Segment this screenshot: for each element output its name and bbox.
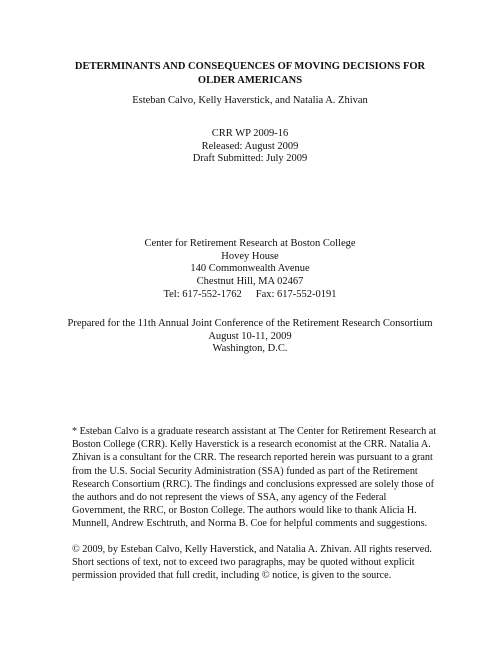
conference-name: Prepared for the 11th Annual Joint Conference of the Retirement Research Consortium [67,318,433,329]
conference-location: Washington, D.C. [212,343,288,355]
working-paper-number: CRR WP 2009-16 [211,128,289,139]
footnote-line: * Esteban Calvo is a graduate research assistant at The Center for Retirement Research at [72,426,437,437]
working-paper-info [0,128,500,166]
author-footnote [72,425,438,531]
telephone-number: Tel: 617-552-1762 [163,288,242,300]
conference-info [0,318,500,356]
institution-city: Chestnut Hill, MA 02467 [196,276,304,288]
author-list: Esteban Calvo, Kelly Haverstick, and Natalia A. Zhivan [132,95,368,106]
title-line-2: OLDER AMERICANS [197,75,303,86]
footnote-line: Boston College (CRR). Kelly Haverstick is a research economist at the CRR. Natalia A. [72,439,431,451]
conference-dates: August 10-11, 2009 [208,330,292,342]
copyright-line: © 2009, by Esteban Calvo, Kelly Haverstick, and Natalia A. Zhivan. All rights reserved. [72,544,432,555]
institution-name: Center for Retirement Research at Boston College [144,238,356,249]
release-date: Released: August 2009 [201,140,299,152]
copyright-notice [72,543,438,583]
footnote-line: Research Consortium (RRC). The findings and conclusions expressed are solely those of [72,478,434,490]
copyright-line: Short sections of text, not to exceed two paragraphs, may be quoted without explicit [72,557,415,569]
footnote-line: Zhivan is a consultant for the CRR. The research reported herein was pursuant to a grant [72,452,433,464]
institution-street: 140 Commonwealth Avenue [190,263,310,275]
paper-title [0,60,500,88]
institution-building: Hovey House [221,250,279,262]
footnote-line: Munnell, Andrew Eschtruth, and Norma B. Coe for helpful comments and suggestions. [72,518,428,530]
footnote-line: the authors and do not represent the views of SSA, any agency of the Federal [72,492,387,504]
copyright-line: permission provided that full credit, including © notice, is given to the source. [72,570,392,582]
title-line-1: DETERMINANTS AND CONSEQUENCES OF MOVING DECISIONS FOR [74,61,426,72]
footnote-line: Government, the RRC, or Boston College. The authors would like to thank Alicia H. [72,505,417,517]
footnote-line: from the U.S. Social Security Administration (SSA) funded as part of the Retirement [72,465,418,477]
institution-address [0,238,500,302]
draft-submitted-date: Draft Submitted: July 2009 [192,153,308,164]
contact-line [0,289,500,302]
fax-number: Fax: 617-552-0191 [255,288,337,300]
